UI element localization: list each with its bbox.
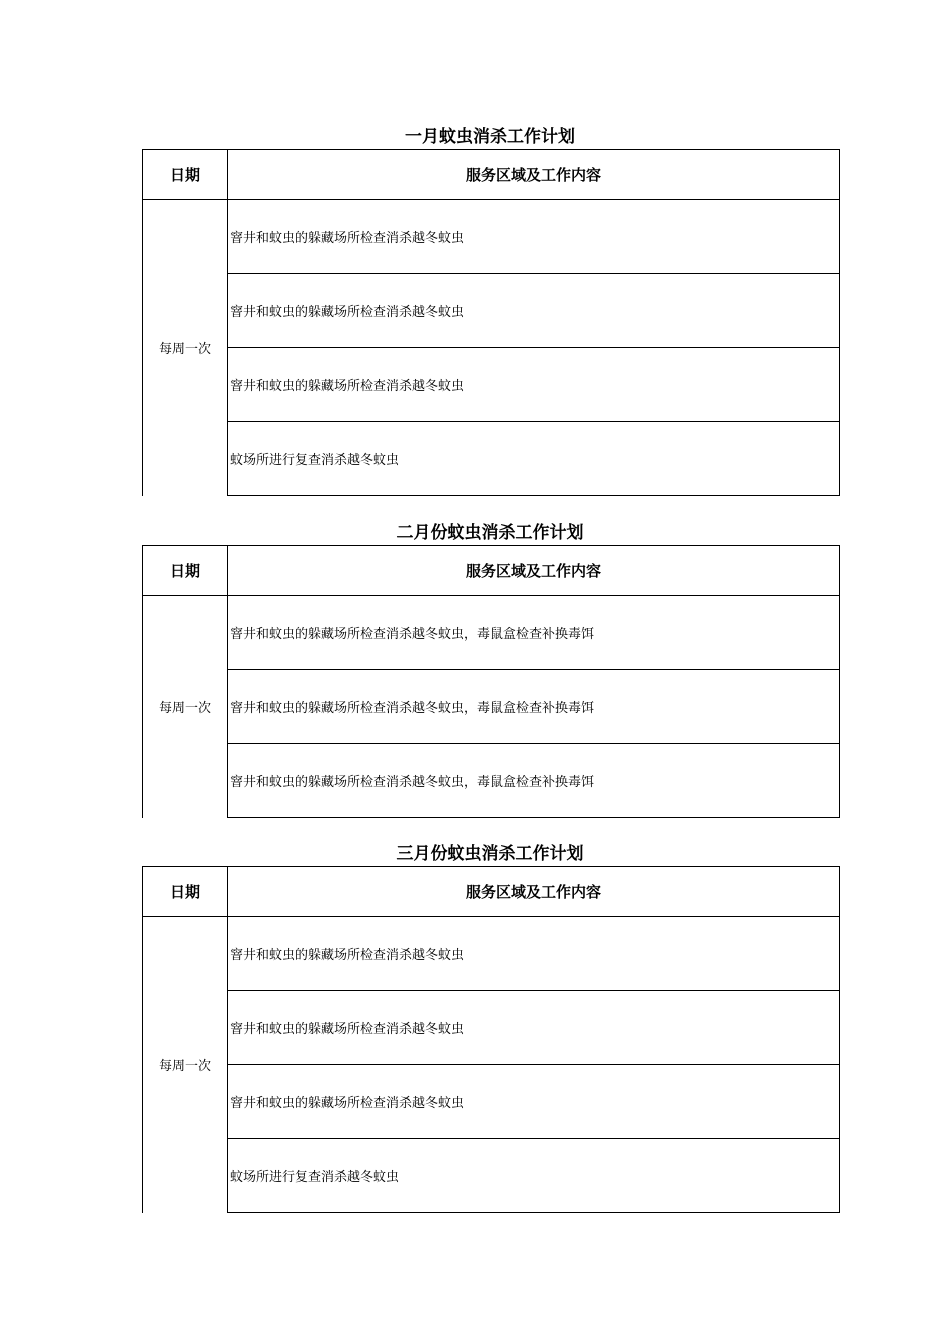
section-title: 二月份蚊虫消杀工作计划 — [396, 523, 584, 543]
frequency-cell: 每周一次 — [143, 200, 228, 496]
table-row — [143, 1065, 840, 1139]
content-cell: 窨井和蚊虫的躲藏场所检查消杀越冬蚊虫 — [228, 991, 840, 1065]
content-cell: 窨井和蚊虫的躲藏场所检查消杀越冬蚊虫，毒鼠盒检查补换毒饵 — [228, 670, 840, 744]
content-cell: 蚊场所进行复查消杀越冬蚊虫 — [228, 422, 840, 496]
frequency-cell: 每周一次 — [143, 917, 228, 1213]
header-date: 日期 — [143, 546, 228, 596]
section-title: 一月蚊虫消杀工作计划 — [405, 127, 575, 147]
plan-table — [142, 866, 840, 1213]
header-content: 服务区域及工作内容 — [228, 150, 840, 200]
plan-table — [142, 149, 840, 496]
content-cell: 窨井和蚊虫的躲藏场所检查消杀越冬蚊虫 — [228, 348, 840, 422]
plan-table — [142, 545, 840, 818]
content-cell: 窨井和蚊虫的躲藏场所检查消杀越冬蚊虫 — [228, 274, 840, 348]
header-content: 服务区域及工作内容 — [228, 546, 840, 596]
header-row — [143, 546, 840, 596]
header-content: 服务区域及工作内容 — [228, 867, 840, 917]
table-row — [143, 1139, 840, 1213]
content-cell: 窨井和蚊虫的躲藏场所检查消杀越冬蚊虫 — [228, 917, 840, 991]
content-cell: 蚊场所进行复查消杀越冬蚊虫 — [228, 1139, 840, 1213]
table-row — [143, 917, 840, 991]
section-title: 三月份蚊虫消杀工作计划 — [396, 844, 584, 864]
content-cell: 窨井和蚊虫的躲藏场所检查消杀越冬蚊虫 — [228, 1065, 840, 1139]
header-row — [143, 867, 840, 917]
table-row — [143, 670, 840, 744]
table-row — [143, 744, 840, 818]
table-row — [143, 348, 840, 422]
content-cell: 窨井和蚊虫的躲藏场所检查消杀越冬蚊虫，毒鼠盒检查补换毒饵 — [228, 596, 840, 670]
table-row — [143, 200, 840, 274]
frequency-cell: 每周一次 — [143, 596, 228, 818]
header-date: 日期 — [143, 150, 228, 200]
content-cell: 窨井和蚊虫的躲藏场所检查消杀越冬蚊虫 — [228, 200, 840, 274]
table-row — [143, 274, 840, 348]
table-row — [143, 422, 840, 496]
header-date: 日期 — [143, 867, 228, 917]
table-row — [143, 991, 840, 1065]
table-row — [143, 596, 840, 670]
content-cell: 窨井和蚊虫的躲藏场所检查消杀越冬蚊虫，毒鼠盒检查补换毒饵 — [228, 744, 840, 818]
header-row — [143, 150, 840, 200]
